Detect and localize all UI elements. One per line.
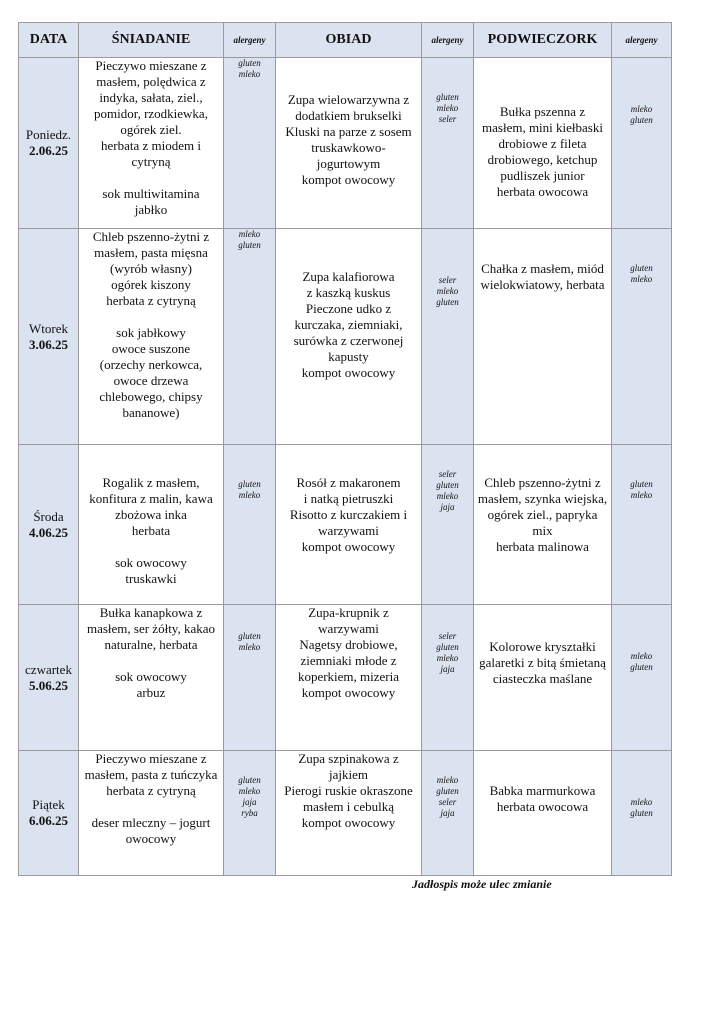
breakfast-line — [79, 539, 223, 555]
breakfast-line: herbata z cytryną — [106, 293, 196, 308]
day-name: Środa — [33, 508, 64, 524]
snack-line: drobiowe z fileta — [498, 136, 587, 151]
breakfast-line: owocowy — [125, 831, 177, 846]
snack-line: pudliszek junior — [500, 168, 585, 183]
breakfast-allergens-cell — [224, 229, 276, 445]
breakfast-line: jabłko — [134, 202, 168, 217]
lunch-cell — [276, 445, 422, 605]
snack-line: Chleb pszenno-żytni z — [484, 475, 601, 490]
allergen-item: gluten — [436, 480, 459, 490]
snack-line: mix — [532, 523, 553, 538]
allergen-item: mleko — [630, 651, 653, 661]
allergen-item: gluten — [238, 775, 261, 785]
breakfast-line: sok owocowy — [115, 555, 187, 570]
lunch-cell — [276, 751, 422, 876]
allergen-item: mleko — [630, 274, 653, 284]
day-cell — [19, 229, 79, 445]
lunch-line: truskawkowo- — [311, 140, 386, 155]
snack-line: Bułka pszenna z — [499, 104, 586, 119]
breakfast-line: cytryną — [131, 154, 171, 169]
snack-line: herbata owocowa — [496, 184, 589, 199]
lunch-line: Zupa szpinakowa z — [298, 751, 399, 766]
lunch-line: warzywami — [318, 621, 379, 636]
day-row — [19, 229, 672, 445]
allergen-item: gluten — [238, 479, 261, 489]
day-date: 3.06.25 — [29, 336, 68, 352]
breakfast-line: ogórek ziel. — [120, 122, 182, 137]
lunch-line: z kaszką kuskus — [306, 285, 391, 300]
allergen-item: gluten — [436, 297, 459, 307]
breakfast-line — [79, 653, 223, 669]
allergen-item: gluten — [436, 92, 459, 102]
breakfast-cell — [79, 229, 224, 445]
day-cell — [19, 58, 79, 229]
allergen-item: seler — [438, 114, 457, 124]
lunch-line: Zupa wielowarzywna z — [287, 92, 410, 107]
breakfast-allergens-cell — [224, 605, 276, 751]
allergen-item: mleko — [630, 797, 653, 807]
allergen-item: mleko — [238, 490, 261, 500]
day-date: 5.06.25 — [29, 677, 68, 693]
breakfast-line: chlebowego, chipsy — [99, 389, 203, 404]
day-cell — [19, 605, 79, 751]
lunch-cell — [276, 605, 422, 751]
day-date: 6.06.25 — [29, 813, 68, 828]
breakfast-line — [79, 309, 223, 325]
snack-allergens-cell — [612, 445, 672, 605]
breakfast-allergens-cell — [224, 58, 276, 229]
allergen-item: mleko — [436, 491, 459, 501]
header-breakfast: ŚNIADANIE — [79, 23, 224, 58]
snack-line: wielokwiatowy, herbata — [480, 277, 605, 292]
allergen-item: gluten — [238, 631, 261, 641]
header-breakfast-allergens: alergeny — [224, 23, 276, 58]
allergen-item: mleko — [238, 786, 261, 796]
allergen-item: mleko — [238, 642, 261, 652]
allergen-item: mleko — [630, 490, 653, 500]
breakfast-line: sok multiwitamina — [102, 186, 200, 201]
footer-note: Jadłospis może ulec zmianie — [412, 877, 552, 891]
allergen-item: mleko — [238, 69, 261, 79]
snack-allergens-cell — [612, 605, 672, 751]
allergen-item: ryba — [241, 808, 258, 818]
breakfast-line: masłem, pasta mięsna — [94, 245, 208, 260]
snack-line: drobiowego, ketchup — [487, 152, 598, 167]
header-row — [19, 23, 672, 58]
allergen-item: gluten — [630, 115, 653, 125]
breakfast-line: indyka, sałata, ziel., — [99, 90, 203, 105]
allergen-item: jaja — [440, 808, 455, 818]
breakfast-line: pomidor, rzodkiewka, — [94, 106, 208, 121]
lunch-line: Zupa-krupnik z — [308, 605, 389, 620]
allergen-item: seler — [438, 275, 457, 285]
allergen-item: gluten — [630, 662, 653, 672]
breakfast-line: bananowe) — [122, 405, 180, 420]
menu-table — [18, 22, 672, 876]
allergen-item: jaja — [440, 664, 455, 674]
breakfast-line: deser mleczny – jogurt — [91, 815, 211, 830]
snack-cell — [474, 229, 612, 445]
lunch-line: Nagetsy drobiowe, — [299, 637, 398, 652]
lunch-line: Zupa kalafiorowa — [302, 269, 395, 284]
day-name: Piątek — [32, 797, 65, 812]
allergen-item: gluten — [436, 642, 459, 652]
allergen-item: mleko — [436, 103, 459, 113]
allergen-item: gluten — [630, 479, 653, 489]
breakfast-line: owoce drzewa — [113, 373, 189, 388]
allergen-item: mleko — [436, 286, 459, 296]
allergen-item: mleko — [436, 775, 459, 785]
snack-line: Babka marmurkowa — [489, 783, 596, 798]
lunch-allergens-cell — [422, 605, 474, 751]
allergen-item: jaja — [440, 502, 455, 512]
lunch-allergens-cell — [422, 445, 474, 605]
snack-line: galaretki z bitą śmietaną — [479, 655, 606, 670]
breakfast-line: Pieczywo mieszane z — [95, 751, 207, 766]
breakfast-cell — [79, 58, 224, 229]
allergen-item: jaja — [242, 797, 257, 807]
lunch-line: jajkiem — [329, 767, 368, 782]
lunch-line: kompot owocowy — [301, 815, 396, 830]
breakfast-line: naturalne, herbata — [104, 637, 198, 652]
snack-line: masłem, szynka wiejska, — [477, 491, 608, 506]
breakfast-line: sok owocowy — [115, 669, 187, 684]
breakfast-cell — [79, 751, 224, 876]
allergen-item: gluten — [238, 58, 261, 68]
breakfast-line: masłem, pasta z tuńczyka — [84, 767, 218, 782]
breakfast-line: sok jabłkowy — [116, 325, 186, 340]
allergen-item: seler — [438, 797, 457, 807]
breakfast-line: (orzechy nerkowca, — [99, 357, 203, 372]
snack-cell — [474, 58, 612, 229]
breakfast-line: (wyrób własny) — [110, 261, 192, 276]
lunch-allergens-cell — [422, 58, 474, 229]
allergen-item: mleko — [238, 229, 261, 239]
day-row — [19, 751, 672, 876]
breakfast-line: arbuz — [136, 685, 166, 700]
lunch-allergens-cell — [422, 229, 474, 445]
day-cell — [19, 751, 79, 876]
snack-line: Kolorowe kryształki — [489, 639, 596, 654]
breakfast-line: masłem, polędwica z — [96, 74, 206, 89]
allergen-item: mleko — [436, 653, 459, 663]
snack-line: masłem, mini kiełbaski — [482, 120, 603, 135]
header-lunch-allergens: alergeny — [422, 23, 474, 58]
snack-allergens-cell — [612, 58, 672, 229]
lunch-line: kompot owocowy — [301, 172, 396, 187]
snack-cell — [474, 751, 612, 876]
snack-cell — [474, 605, 612, 751]
lunch-line: Pieczone udko z — [305, 301, 392, 316]
breakfast-allergens-cell — [224, 445, 276, 605]
lunch-line: ziemniaki młode z — [300, 653, 397, 668]
breakfast-line: Rogalik z masłem, — [102, 475, 200, 490]
lunch-cell — [276, 58, 422, 229]
day-row — [19, 58, 672, 229]
breakfast-line: herbata z cytryną — [106, 783, 196, 798]
lunch-line: masłem i cebulką — [303, 799, 394, 814]
allergen-item: seler — [438, 631, 457, 641]
lunch-cell — [276, 229, 422, 445]
breakfast-line: herbata — [131, 523, 171, 538]
day-date: 2.06.25 — [29, 143, 68, 158]
header-snack-allergens: alergeny — [612, 23, 672, 58]
lunch-line: Pierogi ruskie okraszone — [284, 783, 413, 798]
lunch-line: kurczaka, ziemniaki, — [294, 317, 403, 332]
lunch-line: kompot owocowy — [301, 365, 396, 380]
breakfast-cell — [79, 605, 224, 751]
allergen-item: mleko — [630, 104, 653, 114]
lunch-line: dodatkiem brukselki — [295, 108, 402, 123]
lunch-line: surówka z czerwonej — [293, 333, 404, 348]
breakfast-allergens-cell — [224, 751, 276, 876]
snack-allergens-cell — [612, 229, 672, 445]
lunch-allergens-cell — [422, 751, 474, 876]
header-snack: PODWIECZORK — [474, 23, 612, 58]
breakfast-line: owoce suszone — [111, 341, 191, 356]
breakfast-line: Pieczywo mieszane z — [95, 58, 207, 73]
breakfast-line: konfitura z malin, kawa — [89, 491, 213, 506]
lunch-line: Kluski na parze z sosem — [285, 124, 412, 139]
breakfast-cell — [79, 445, 224, 605]
snack-line: herbata owocowa — [496, 799, 589, 814]
day-name: Poniedz. — [25, 127, 72, 142]
breakfast-line — [79, 799, 223, 815]
day-name: czwartek — [25, 661, 72, 677]
breakfast-line: zbożowa inka — [115, 507, 187, 522]
allergen-item: gluten — [630, 263, 653, 273]
lunch-line: Rosół z makaronem — [296, 475, 401, 490]
snack-line: Chałka z masłem, miód — [481, 261, 604, 276]
header-date: DATA — [19, 23, 79, 58]
breakfast-line: ogórek kiszony — [111, 277, 191, 292]
day-row — [19, 445, 672, 605]
day-cell — [19, 445, 79, 605]
day-row — [19, 605, 672, 751]
breakfast-line: masłem, ser żółty, kakao — [86, 621, 216, 636]
breakfast-line: herbata z miodem i — [101, 138, 201, 153]
day-date: 4.06.25 — [29, 524, 68, 540]
lunch-line: kompot owocowy — [301, 685, 396, 700]
lunch-line: i natką pietruszki — [303, 491, 394, 506]
breakfast-line: truskawki — [125, 571, 177, 586]
day-name: Wtorek — [29, 320, 68, 336]
allergen-item: seler — [438, 469, 457, 479]
lunch-line: kompot owocowy — [301, 539, 396, 554]
allergen-item: gluten — [238, 240, 261, 250]
lunch-line: koperkiem, mizeria — [297, 669, 400, 684]
lunch-line: jogurtowym — [316, 156, 381, 171]
lunch-line: warzywami — [318, 523, 379, 538]
breakfast-line: Chleb pszenno-żytni z — [92, 229, 210, 244]
allergen-item: gluten — [436, 786, 459, 796]
snack-line: herbata malinowa — [496, 539, 589, 554]
lunch-line: Risotto z kurczakiem i — [289, 507, 408, 522]
snack-line: ogórek ziel., papryka — [487, 507, 598, 522]
breakfast-line — [79, 170, 223, 186]
snack-line: ciasteczka maślane — [492, 671, 593, 686]
breakfast-line: Bułka kanapkowa z — [99, 605, 203, 620]
allergen-item: gluten — [630, 808, 653, 818]
lunch-line: kapusty — [328, 349, 369, 364]
snack-cell — [474, 445, 612, 605]
snack-allergens-cell — [612, 751, 672, 876]
header-lunch: OBIAD — [276, 23, 422, 58]
